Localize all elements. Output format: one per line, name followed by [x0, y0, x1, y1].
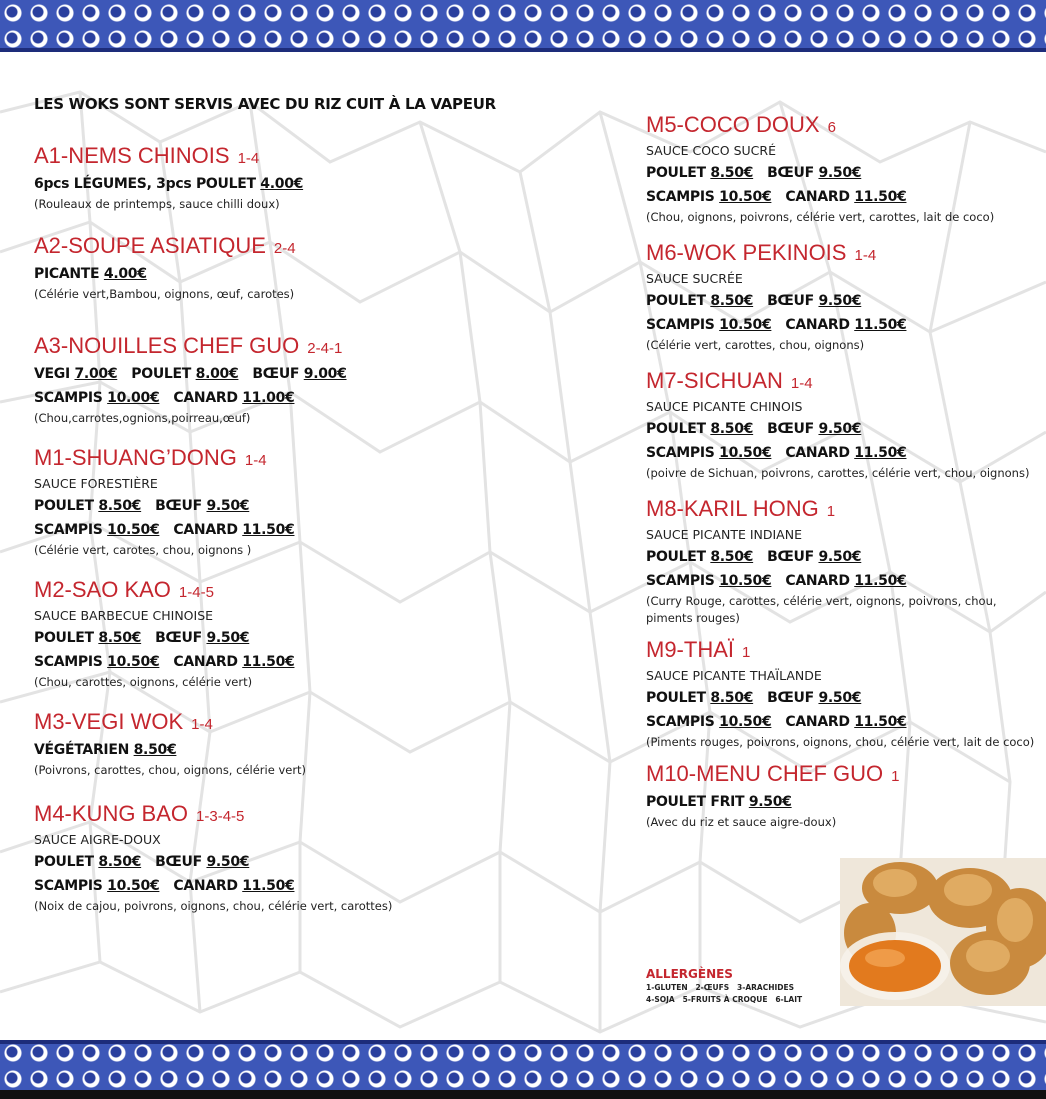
menu-item-title [34, 445, 604, 474]
price-row [34, 362, 604, 386]
price-row [646, 686, 1041, 710]
price-entry [767, 293, 861, 309]
price-entry [785, 189, 906, 205]
price-row-2 [646, 441, 1041, 465]
price-entry [646, 690, 753, 706]
price-value: 8.50€ [710, 293, 754, 309]
price-label: SCAMPIS [34, 654, 103, 670]
price-entry [34, 366, 117, 382]
price-row [646, 289, 1041, 313]
price-label: POULET [646, 421, 706, 437]
allergen-item: 1-GLUTEN [646, 983, 688, 992]
price-entry [767, 165, 861, 181]
bottom-decorative-border [0, 1040, 1046, 1090]
menu-item [34, 143, 604, 213]
item-name: A1-NEMS CHINOIS [34, 143, 230, 168]
price-label: BŒUF [767, 165, 814, 181]
menu-item [34, 577, 604, 691]
price-row-2 [34, 518, 604, 542]
ingredients-text: (Noix de cajou, poivrons, oignons, chou, célérie vert, carottes) [34, 899, 393, 913]
price-label: SCAMPIS [646, 714, 715, 730]
price-entry [646, 445, 771, 461]
price-entry [646, 549, 753, 565]
price-entry [155, 630, 249, 646]
price-value: 8.00€ [195, 366, 239, 382]
item-name: M3-VEGI WOK [34, 709, 184, 734]
price-entry [173, 878, 294, 894]
price-entry [34, 742, 176, 758]
price-label: POULET [131, 366, 192, 382]
menu-item-title [34, 143, 604, 172]
item-name: M10-MENU CHEF GUO [646, 761, 884, 786]
sauce-name: SAUCE SUCRÉE [646, 271, 743, 286]
price-value: 11.50€ [242, 654, 295, 670]
ingredients-text: (Chou, carottes, oignons, célérie vert) [34, 675, 253, 689]
price-label: VÉGÉTARIEN [34, 742, 130, 758]
price-entry [173, 654, 294, 670]
price-entry [155, 854, 249, 870]
price-entry [173, 390, 294, 406]
menu-item [34, 801, 604, 915]
price-label: BŒUF [155, 854, 202, 870]
price-row [646, 417, 1041, 441]
price-label: SCAMPIS [646, 573, 715, 589]
price-value: 8.50€ [710, 690, 754, 706]
price-row [646, 790, 1041, 814]
price-value: 9.50€ [748, 794, 792, 810]
price-value: 7.00€ [74, 366, 118, 382]
price-entry [131, 366, 238, 382]
ingredients-text: (poivre de Sichuan, poivrons, carottes, célérie vert, chou, oignons) [646, 466, 1030, 480]
price-entry [767, 421, 861, 437]
price-label: CANARD [785, 714, 850, 730]
price-label: PICANTE [34, 266, 100, 282]
price-value: 10.50€ [719, 445, 772, 461]
allergen-codes: 1-4-5 [178, 584, 214, 601]
allergen-item: 3-ARACHIDES [737, 983, 795, 992]
price-entry [646, 189, 771, 205]
price-value: 8.50€ [710, 165, 754, 181]
allergen-codes: 6 [827, 119, 836, 136]
allergen-codes: 1-4 [191, 716, 213, 733]
price-value: 9.50€ [818, 549, 862, 565]
price-value: 9.50€ [206, 498, 250, 514]
price-entry [785, 445, 906, 461]
ingredients-text: (Chou, oignons, poivrons, célérie vert, carottes, lait de coco) [646, 210, 995, 224]
menu-item-title [646, 240, 1041, 269]
price-entry [34, 266, 147, 282]
allergen-codes: 1 [891, 768, 900, 785]
price-row-2 [646, 313, 1041, 337]
item-name: M8-KARIL HONG [646, 496, 819, 521]
allergen-item: 4-SOJA [646, 995, 675, 1004]
left-menu-column [34, 95, 604, 915]
price-row-2 [34, 650, 604, 674]
price-entry [34, 654, 159, 670]
menu-item [646, 761, 1041, 831]
sauce-name: SAUCE PICANTE CHINOIS [646, 399, 803, 414]
ingredients-text: (Célérie vert,Bambou, oignons, œuf, carotes) [34, 287, 295, 301]
price-label: POULET [646, 549, 706, 565]
price-value: 10.50€ [107, 522, 160, 538]
item-name: M2-SAO KAO [34, 577, 171, 602]
price-value: 10.50€ [719, 573, 772, 589]
price-row [34, 172, 604, 196]
ingredients-text: (Rouleaux de printemps, sauce chilli doux) [34, 197, 280, 211]
price-label: CANARD [785, 189, 850, 205]
price-label: CANARD [785, 573, 850, 589]
price-row-2 [646, 185, 1041, 209]
price-label: BŒUF [767, 549, 814, 565]
price-label: POULET [34, 630, 94, 646]
item-name: A3-NOUILLES CHEF GUO [34, 333, 300, 358]
price-label: CANARD [173, 878, 238, 894]
price-label: VEGI [34, 366, 70, 382]
price-label: POULET FRIT [646, 794, 745, 810]
price-row [646, 161, 1041, 185]
menu-item [34, 333, 604, 427]
ingredients-text: (Célérie vert, carottes, chou, oignons) [646, 338, 865, 352]
item-name: M7-SICHUAN [646, 368, 783, 393]
price-value: 11.50€ [854, 445, 907, 461]
price-value: 11.50€ [854, 317, 907, 333]
price-entry [34, 854, 141, 870]
sauce-name: SAUCE AIGRE-DOUX [34, 832, 161, 847]
price-label: BŒUF [767, 293, 814, 309]
menu-item [646, 496, 1041, 627]
menu-header: LES WOKS SONT SERVIS AVEC DU RIZ CUIT À LA VAPEUR [34, 95, 496, 113]
allergen-codes: 1-4 [790, 375, 813, 392]
item-name: M4-KUNG BAO [34, 801, 189, 826]
price-entry [646, 165, 753, 181]
price-row [34, 626, 604, 650]
price-value: 11.50€ [242, 878, 295, 894]
price-label: BŒUF [155, 498, 202, 514]
allergen-codes: 1-4 [854, 247, 877, 264]
price-row-2 [646, 569, 1041, 593]
allergens-legend [646, 966, 846, 1006]
price-entry [173, 522, 294, 538]
sauce-name: SAUCE PICANTE INDIANE [646, 527, 802, 542]
allergen-codes: 1-4 [244, 452, 267, 469]
price-row-2 [34, 874, 604, 898]
item-name: M6-WOK PEKINOIS [646, 240, 847, 265]
sauce-name: SAUCE BARBECUE CHINOISE [34, 608, 214, 623]
price-value: 8.50€ [710, 549, 754, 565]
price-label: SCAMPIS [34, 390, 103, 406]
sauce-name: SAUCE COCO SUCRÉ [646, 143, 776, 158]
price-value: 9.50€ [206, 854, 250, 870]
allergen-codes: 2-4-1 [307, 340, 343, 357]
allergen-codes: 1 [826, 503, 836, 520]
allergen-codes: 1-3-4-5 [196, 808, 245, 825]
price-entry [34, 390, 159, 406]
allergens-row-2 [646, 994, 846, 1006]
price-row [34, 262, 604, 286]
price-entry [646, 293, 753, 309]
item-name: M1-SHUANG’DONG [34, 445, 237, 470]
menu-item-title [646, 368, 1041, 397]
price-entry [155, 498, 249, 514]
price-value: 10.50€ [107, 654, 160, 670]
price-value: 10.50€ [719, 714, 772, 730]
allergen-codes: 1 [742, 644, 751, 661]
menu-item [646, 637, 1041, 751]
ingredients-text: (Chou,carrotes,ognions,poirreau,œuf) [34, 411, 251, 425]
price-value: 8.50€ [710, 421, 754, 437]
price-value: 9.00€ [303, 366, 347, 382]
menu-item-title [34, 233, 604, 262]
allergens-title: ALLERGÈNES [646, 967, 733, 981]
price-label: POULET [646, 690, 706, 706]
price-value: 11.50€ [854, 573, 907, 589]
price-value: 8.50€ [98, 630, 142, 646]
price-row [34, 494, 604, 518]
price-value: 9.50€ [206, 630, 250, 646]
allergens-row-1 [646, 982, 846, 994]
price-label: SCAMPIS [646, 317, 715, 333]
sauce-name: SAUCE FORESTIÈRE [34, 476, 158, 491]
price-entry [646, 573, 771, 589]
price-value: 8.50€ [133, 742, 177, 758]
price-value: 8.50€ [98, 854, 142, 870]
price-label: SCAMPIS [34, 522, 103, 538]
price-label: CANARD [173, 654, 238, 670]
price-row [34, 738, 604, 762]
menu-item-title [34, 577, 604, 606]
price-label: CANARD [785, 445, 850, 461]
price-value: 9.50€ [818, 690, 862, 706]
bottom-dark-strip [0, 1090, 1046, 1099]
price-value: 9.50€ [818, 293, 862, 309]
price-label: SCAMPIS [34, 878, 103, 894]
menu-item-title [34, 709, 604, 738]
price-entry [767, 549, 861, 565]
price-label: BŒUF [767, 690, 814, 706]
price-value: 10.00€ [107, 390, 160, 406]
price-entry [34, 176, 303, 192]
menu-item-title [34, 333, 604, 362]
price-value: 10.50€ [719, 317, 772, 333]
price-label: 6pcs LÉGUMES, 3pcs POULET [34, 176, 256, 192]
right-menu-column [646, 112, 1041, 831]
price-entry [785, 573, 906, 589]
menu-item-title [34, 801, 604, 830]
ingredients-text: (Célérie vert, carotes, chou, oignons ) [34, 543, 252, 557]
price-value: 9.50€ [818, 165, 862, 181]
price-label: POULET [34, 498, 94, 514]
ingredients-text: (Curry Rouge, carottes, célérie vert, oignons, poivrons, chou, piments rouges) [646, 594, 997, 625]
fried-chicken-photo [840, 858, 1046, 1006]
menu-item [646, 368, 1041, 482]
price-row-2 [34, 386, 604, 410]
menu-item [34, 445, 604, 559]
menu-item [646, 112, 1041, 226]
price-label: BŒUF [252, 366, 300, 382]
price-label: SCAMPIS [646, 189, 715, 205]
price-entry [34, 498, 141, 514]
ingredients-text: (Avec du riz et sauce aigre-doux) [646, 815, 837, 829]
allergen-item: 5-FRUITS À CROQUE [682, 995, 768, 1004]
ingredients-text: (Poivrons, carottes, chou, oignons, célérie vert) [34, 763, 307, 777]
price-entry [252, 366, 346, 382]
price-row-2 [646, 710, 1041, 734]
price-row [646, 545, 1041, 569]
price-value: 9.50€ [818, 421, 862, 437]
price-label: POULET [646, 165, 706, 181]
menu-item [34, 233, 604, 303]
menu-item-title [646, 496, 1041, 525]
price-label: CANARD [173, 390, 238, 406]
allergen-item: 6-LAIT [775, 995, 803, 1004]
price-entry [646, 317, 771, 333]
price-label: SCAMPIS [646, 445, 715, 461]
price-value: 11.50€ [242, 522, 295, 538]
item-name: A2-SOUPE ASIATIQUE [34, 233, 266, 258]
price-value: 11.50€ [854, 189, 907, 205]
menu-item-title [646, 761, 1041, 790]
menu-item-title [646, 637, 1041, 666]
price-entry [646, 714, 771, 730]
price-value: 10.50€ [719, 189, 772, 205]
price-value: 11.00€ [242, 390, 295, 406]
price-value: 4.00€ [260, 176, 304, 192]
allergen-codes: 1-4 [237, 150, 260, 167]
allergen-codes: 2-4 [273, 240, 296, 257]
item-name: M5-COCO DOUX [646, 112, 820, 137]
menu-item [646, 240, 1041, 354]
price-entry [646, 421, 753, 437]
sauce-name: SAUCE PICANTE THAÏLANDE [646, 668, 822, 683]
price-label: CANARD [785, 317, 850, 333]
price-entry [646, 794, 792, 810]
top-decorative-border [0, 0, 1046, 52]
price-value: 4.00€ [103, 266, 147, 282]
price-row [34, 850, 604, 874]
menu-item-title [646, 112, 1041, 141]
ingredients-text: (Piments rouges, poivrons, oignons, chou, célérie vert, lait de coco) [646, 735, 1035, 749]
price-entry [34, 522, 159, 538]
price-entry [767, 690, 861, 706]
price-label: POULET [34, 854, 94, 870]
item-name: M9-THAÏ [646, 637, 734, 662]
price-value: 8.50€ [98, 498, 142, 514]
price-label: BŒUF [767, 421, 814, 437]
price-entry [785, 714, 906, 730]
price-label: BŒUF [155, 630, 202, 646]
menu-item [34, 709, 604, 779]
price-label: CANARD [173, 522, 238, 538]
price-entry [34, 878, 159, 894]
price-label: POULET [646, 293, 706, 309]
price-entry [785, 317, 906, 333]
price-value: 10.50€ [107, 878, 160, 894]
price-entry [34, 630, 141, 646]
price-value: 11.50€ [854, 714, 907, 730]
allergen-item: 2-ŒUFS [695, 983, 730, 992]
